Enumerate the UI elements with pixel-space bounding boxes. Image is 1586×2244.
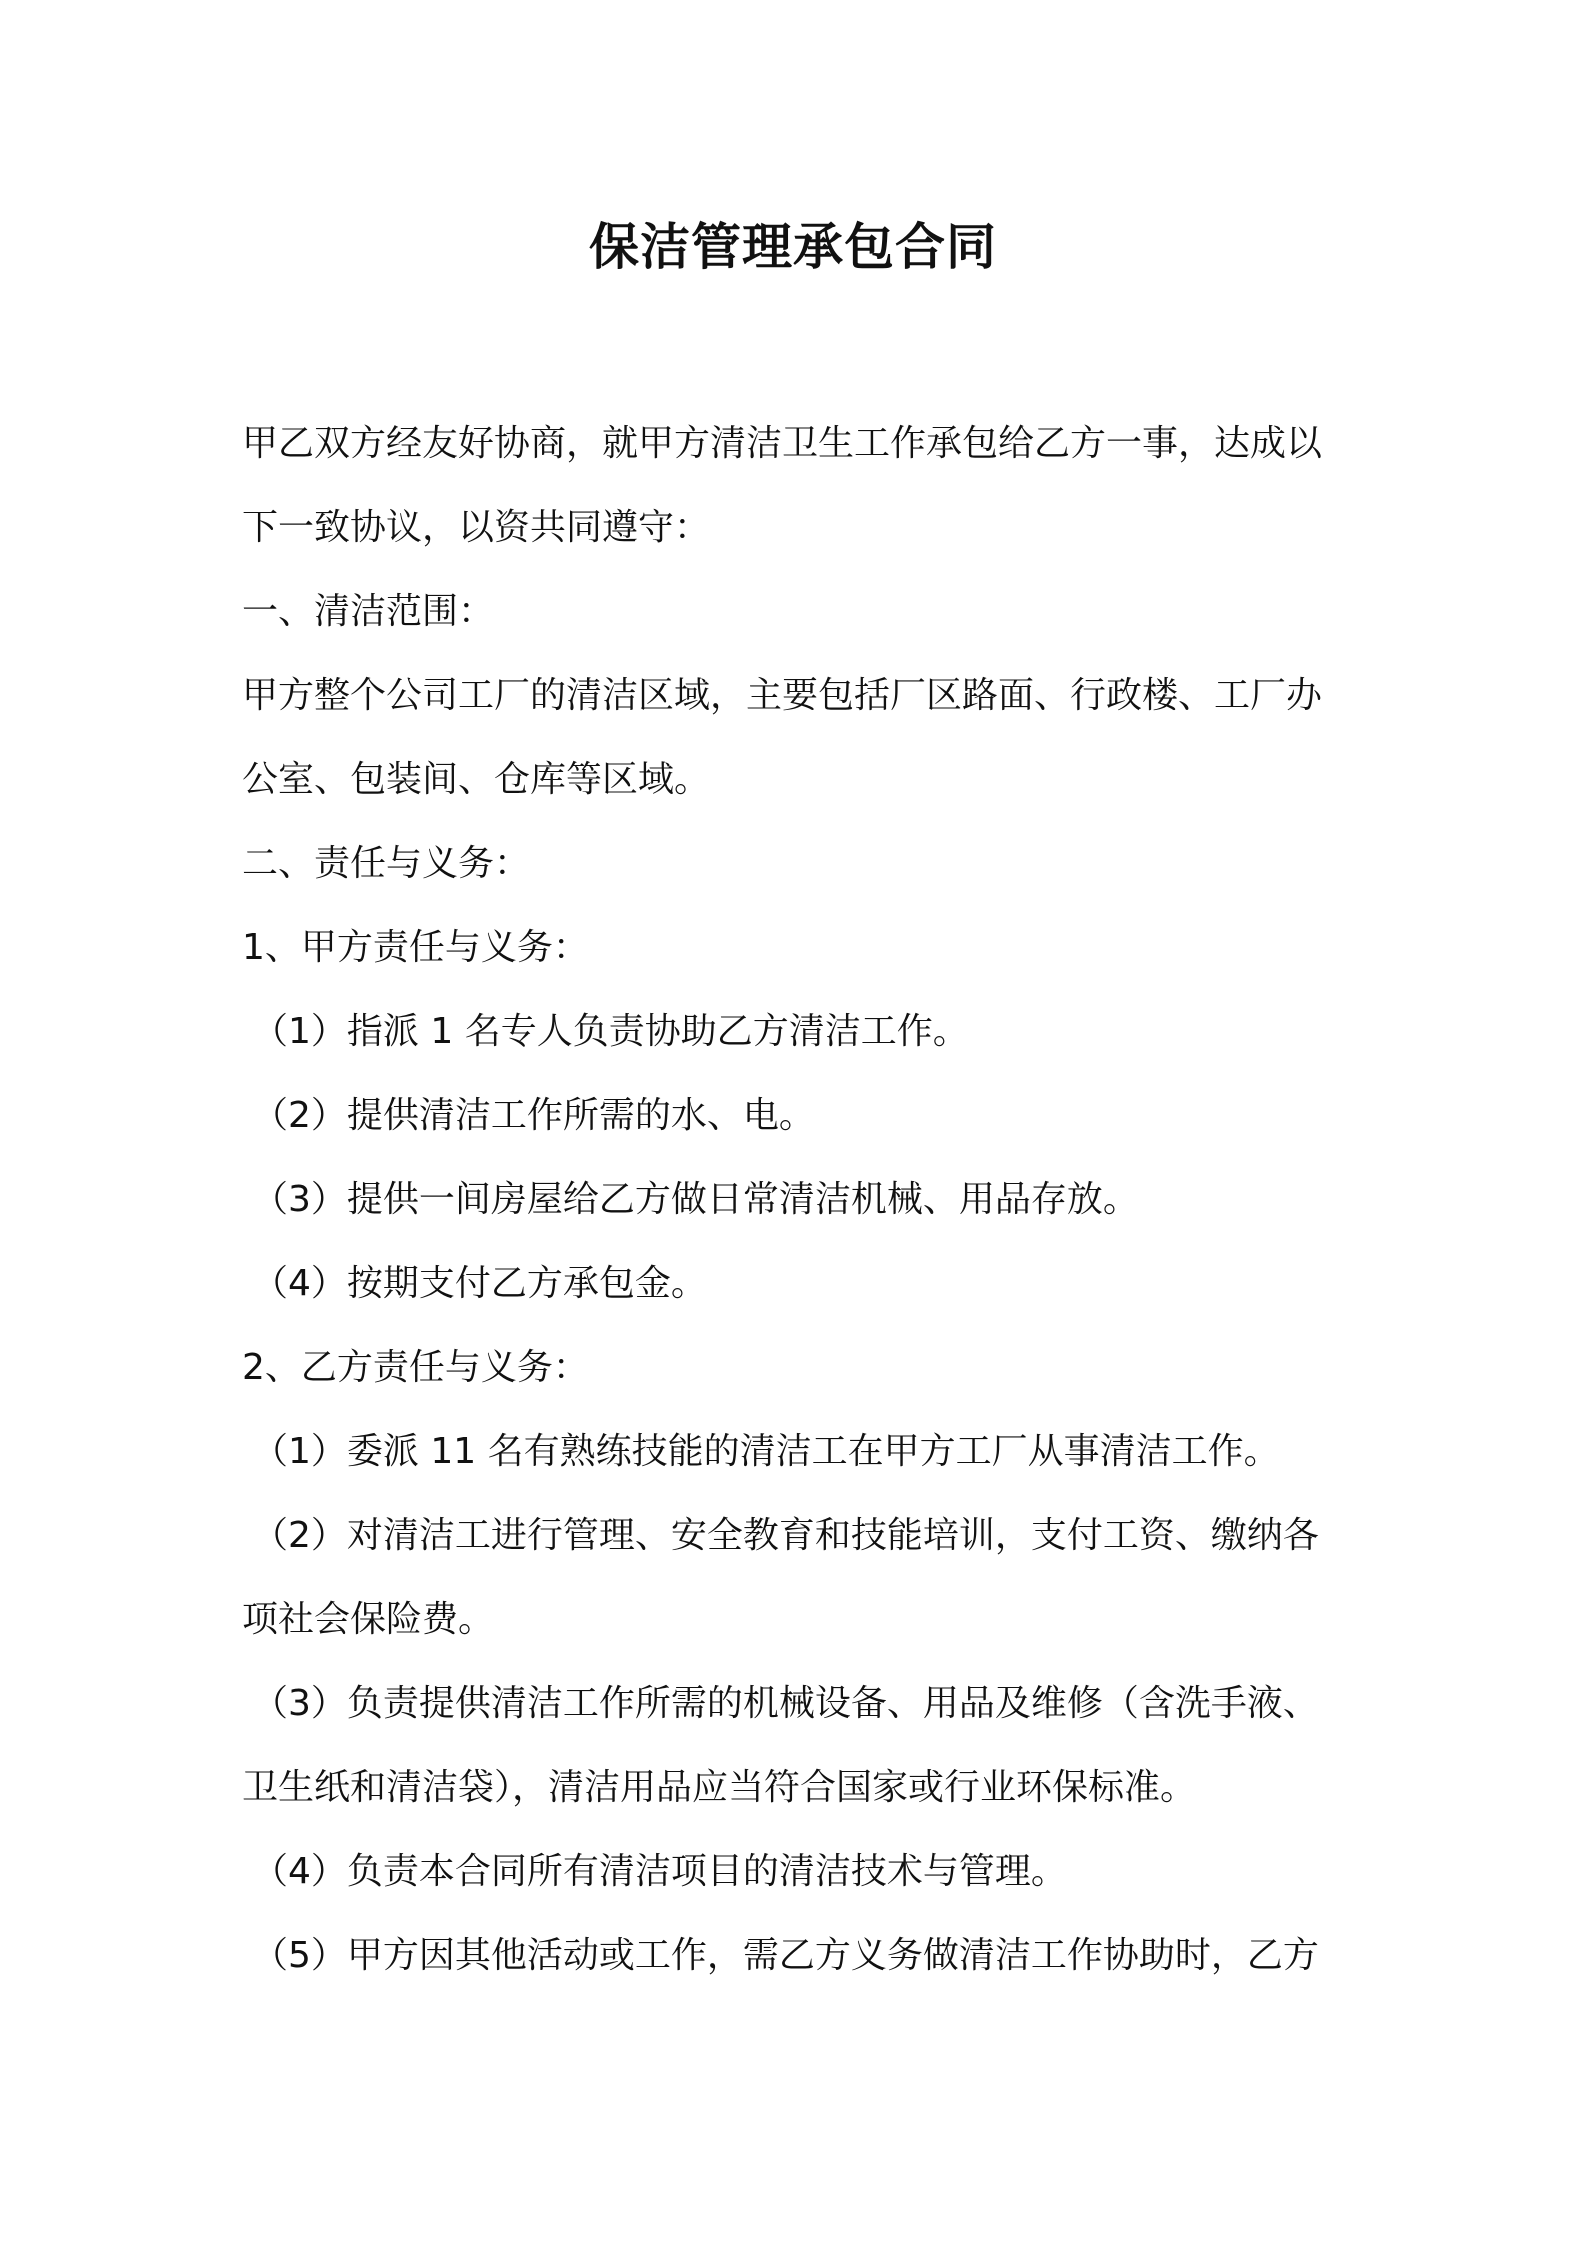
list-item: （2）对清洁工进行管理、安全教育和技能培训，支付工资、缴纳各	[252, 1515, 1319, 1556]
document-title: 保洁管理承包合同	[589, 218, 997, 276]
list-item: （4）按期支付乙方承包金。	[252, 1263, 707, 1304]
list-item: （3）提供一间房屋给乙方做日常清洁机械、用品存放。	[252, 1179, 1139, 1220]
paragraph-line: 公室、包装间、仓库等区域。	[242, 759, 711, 800]
list-item: （5）甲方因其他活动或工作，需乙方义务做清洁工作协助时，乙方	[252, 1935, 1319, 1976]
paragraph-line: 下一致协议，以资共同遵守：	[242, 507, 711, 548]
section-heading: 一、清洁范围：	[242, 591, 495, 632]
paragraph-line: 甲乙双方经友好协商，就甲方清洁卫生工作承包给乙方一事，达成以	[242, 423, 1323, 464]
document-body	[242, 402, 1354, 1998]
list-item: （1）委派 11 名有熟练技能的清洁工在甲方工厂从事清洁工作。	[252, 1431, 1280, 1472]
subsection-heading: 1、甲方责任与义务：	[242, 927, 589, 968]
section-heading: 二、责任与义务：	[242, 843, 531, 884]
paragraph-line: 甲方整个公司工厂的清洁区域，主要包括厂区路面、行政楼、工厂办	[242, 675, 1323, 716]
list-item: （4）负责本合同所有清洁项目的清洁技术与管理。	[252, 1851, 1067, 1892]
list-item: （3）负责提供清洁工作所需的机械设备、用品及维修（含洗手液、	[252, 1683, 1319, 1724]
subsection-heading: 2、乙方责任与义务：	[242, 1347, 589, 1388]
paragraph-line: 卫生纸和清洁袋），清洁用品应当符合国家或行业环保标准。	[242, 1767, 1197, 1808]
list-item: （1）指派 1 名专人负责协助乙方清洁工作。	[252, 1011, 969, 1052]
paragraph-line: 项社会保险费。	[242, 1599, 495, 1640]
list-item: （2）提供清洁工作所需的水、电。	[252, 1095, 815, 1136]
